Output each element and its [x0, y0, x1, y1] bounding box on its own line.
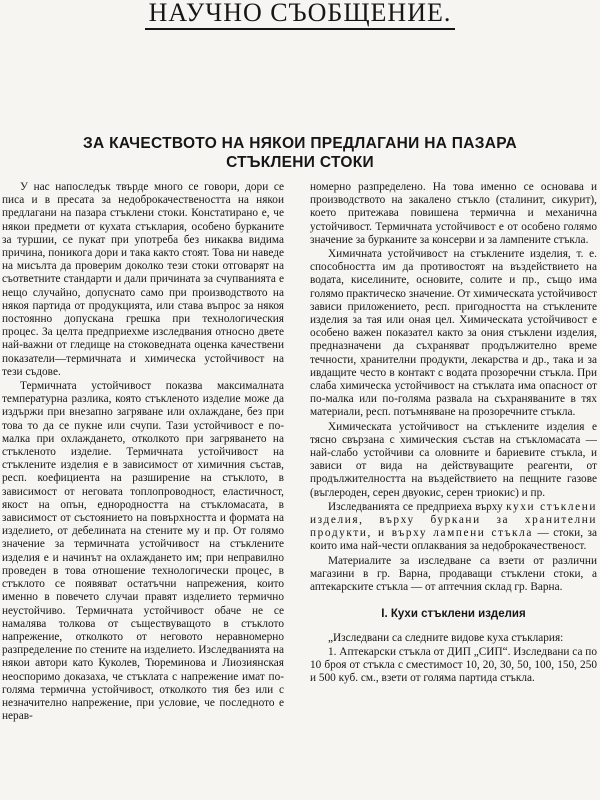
left-paragraph-2: Термичната устойчивост показва максималната температурна разлика, която стъкленото изделие може да издържи при внезапно загряване или охлаждане, без при това то да се пукне или счупи. Тази устойчивост е по-малка при охлаждането, отколкото при загряването на стъкленото изделие. Термичната устойчивост на стъклените изделия е в зависимост от химичния състав, респ. коефициента на разширение на стъклото, в зависимост от неговата топлопроводност, еластичност, якост на опън, еднородността на стъкломасата, в зависимост от състоянието на повърхността и формата на изделието, от дебелината на стените му и пр. От голямо значение за термичната устойчивост на стъклените изделия е и начинът на охлаждането им; при неправилно проведен в това отношение технологически процес, в стъклото се появяват остатъчни напрежения, които именно в повечето случаи правят изделието термично неустойчиво. Термичната устойчивост обаче не се намалява толкова от съществуващото в стъклото напрежение, отколкото от неговото неравномерно разпределение по стените на изделието. Изследванията на някои автори като Куколев, Тюреминова и Лиозиянская неоспоримо доказаха, че стъклата с напрежение имат по-голяма термична устойчивост, отколкото тия без или с незначително напрежение, при условие, че последното е нерав- — [2, 380, 284, 723]
right-paragraph-2: Химичната устойчивост на стъклените изделия, т. е. способността им да противостоят на въздействието на водата, киселините, основите, солите и пр., също има голямо практическо значение. От химическата устойчивост зависи приложението, респ. пригодността на стъклените изделия за тая или оная цел. Химическата устойчивост е особено важен показател както за ония стъклени изделия, предназначени да съхраняват продължително време течности, хранителни продукти, лекарства и др., така и за ивдащите често в контакт с водата прозоречни стъкла. При слаба химическа устойчивост на стъклата има опасност от по-малка или по-голяма развала на съхраняваните в тях материали, респ. потъмняване на прозоречните стъкла. — [310, 248, 597, 419]
left-paragraph-1: У нас напоследък твърде много се говори, дори се писа и в пресата за недоброкачествеността на някои предлагани на пазара стъклени стоки. Констатирано е, че някои предмети от кухата стъклария, особено бурканите за туршии, се пукат при употреба без никаква видима причина, поникога дори и така както стоят. Това ни наведе на мисълта да проверим доколко тези стоки отговарят на съответните стандарти и дали причината за счупванията е нещо случайно, допуснато само при производството на някоя партида от продукцията, или става въпрос за някоя постоянно допускана грешка при технологическия процес. За целта предприехме изследвания относно двете най-важни от гледище на стоковедната оценка качествени показатели—термичната и химическа устойчивост на тези съдове. — [2, 181, 284, 378]
right-paragraph-4-end: — стоки, за които има най-чести оплаквания за недоброкачественост. — [310, 527, 597, 553]
right-paragraph-6: „Изследвани са следните видове куха стъклария: — [328, 631, 564, 644]
masthead — [0, 0, 600, 40]
left-column — [2, 181, 284, 797]
right-column — [310, 181, 597, 797]
article-title-line-1: ЗА КАЧЕСТВОТО НА НЯКОИ ПРЕДЛАГАНИ НА ПАЗАРА — [82, 135, 518, 152]
article-title-line-2: СТЪКЛЕНИ СТОКИ — [226, 154, 374, 171]
masthead-title: НАУЧНО СЪОБЩЕНИЕ. — [145, 0, 456, 30]
article-title — [20, 134, 580, 172]
right-paragraph-4-start: Изследванията се предприеха върху — [328, 500, 507, 513]
right-paragraph-4 — [310, 501, 597, 554]
section-heading: I. Кухи стъклени изделия — [381, 608, 526, 621]
right-paragraph-1: номерно разпределено. На това именно се основава и производството на закалено стъкло (сталинит, сикурит), което притежава повишена термична и механична устойчивост. Термичната устойчивост е от особено голямо значение за бурканите за консерви и за лампените стъкла. — [310, 181, 597, 246]
right-paragraph-5: Материалите за изследване са взети от различни магазини в гр. Варна, продаващи стъклени стоки, а аптекарските стъкла — от аптечния склад гр. Варна. — [310, 554, 597, 594]
right-paragraph-3: Химическата устойчивост на стъклените изделия е тясно свързана с химическия състав на стъкломасата — най-слабо устойчиви са оловните и бариевите стъкла, и зависи от вида на действуващите реагенти, от продължителността на въздействието на пещните газове (въглероден, серен двуокис, серен триокис) и пр. — [310, 420, 597, 499]
right-paragraph-7: 1. Аптекарски стъкла от ДИП „СИП“. Изследвани са по 10 броя от стъкла с сместимост 10, 20, 30, 50, 100, 150, 250 и 500 куб. см., взети от голяма партида стъкла. — [310, 645, 597, 685]
right-paragraph-4-spaced: кухи стъклени изделия, върху буркани за хранителни продукти, и върху лампени стъкла — [310, 500, 597, 540]
